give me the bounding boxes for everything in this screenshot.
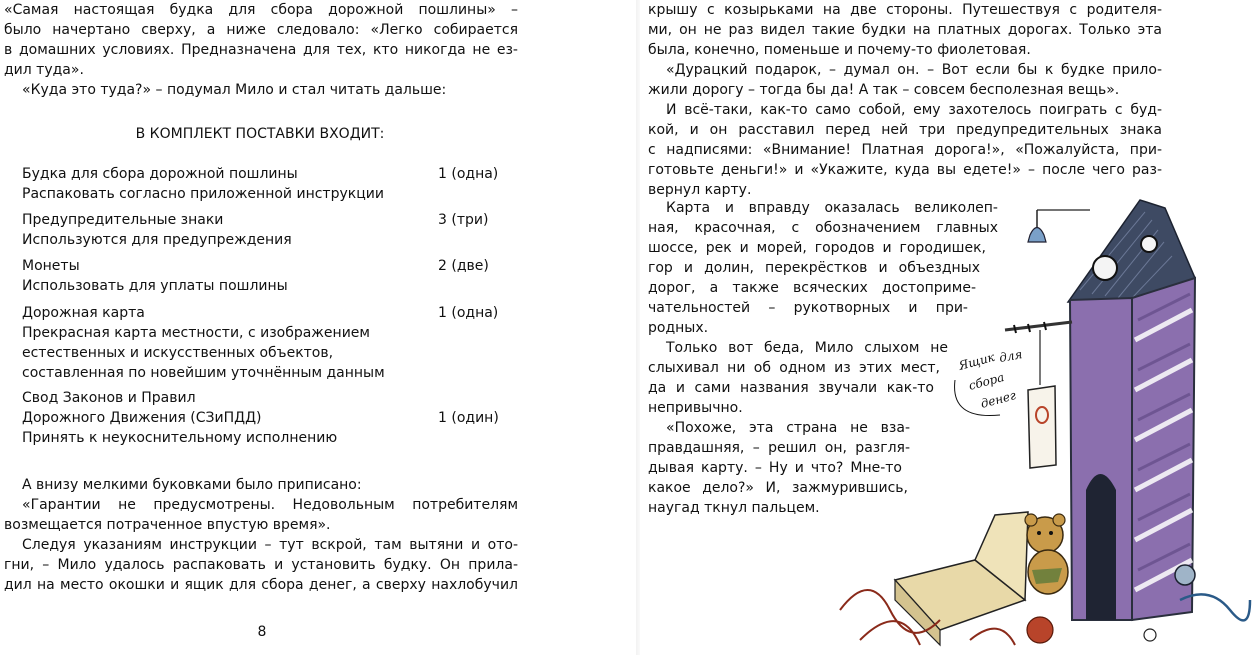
- text-line: да и сами названия звучали как-то: [648, 380, 934, 396]
- kit-item: [22, 303, 522, 383]
- small-toy: [1144, 629, 1156, 641]
- text-line: родных.: [648, 320, 709, 336]
- kit-item-name: Предупредительные знаки: [22, 212, 224, 228]
- text-line: непривычно.: [648, 400, 743, 416]
- text-line: дорог, а также всяческих достоприме-: [648, 280, 976, 296]
- text-line: чательностей – рукотворных и при-: [648, 300, 968, 316]
- text-line: возмещается потраченное впустую время».: [4, 517, 331, 533]
- roof-window-small: [1141, 236, 1157, 252]
- text-line: Только вот беда, Мило слыхом не: [666, 340, 948, 356]
- page-number: 8: [257, 624, 267, 640]
- milo-thought: «Куда это туда?» – подумал Мило и стал читать дальше:: [22, 82, 447, 98]
- kit-item: [22, 388, 522, 448]
- kit-item: [22, 256, 522, 296]
- text-line: вернул карту.: [648, 182, 752, 198]
- money-box: [1028, 386, 1056, 468]
- kit-item-note: Используются для предупреждения: [22, 232, 292, 248]
- kit-item: [22, 164, 522, 204]
- text-line: ми, он не раз видел такие будки на платных дорогах. Только эта: [648, 22, 1162, 38]
- text-line: дывая карту. – Ну и что? Мне-то: [648, 460, 902, 476]
- text-line: кой, и он расставил перед ней три предупредительных знака: [648, 122, 1162, 138]
- right-top-text: [648, 0, 1162, 200]
- toy-ball: [1175, 565, 1195, 585]
- text-line: гни, – Мило удалось распаковать и установить будку. Он прила-: [4, 557, 518, 573]
- text-line: дил на место окошки и ящик для сбора денег, а сверху нахлобучил: [4, 577, 518, 593]
- closing-paragraphs: [4, 475, 518, 595]
- yarn-ball: [1027, 617, 1053, 643]
- tollbooth-illustration: [800, 190, 1255, 655]
- teddy-bear-eye: [1037, 531, 1041, 535]
- text-line: крышу с козырьками на две стороны. Путешествуя с родителя-: [648, 2, 1162, 18]
- kit-item-qty: 2 (две): [438, 258, 489, 274]
- text-line: «Похоже, эта страна не вза-: [666, 420, 910, 436]
- kit-item: [22, 210, 522, 250]
- caption-word: для: [998, 347, 1024, 365]
- text-line: с надписями: «Внимание! Платная дорога!», «Пожалуйста, при-: [648, 142, 1162, 158]
- text-line: было начертано сверху, а ниже следовало: «Легко собирается: [4, 22, 518, 38]
- kit-heading: В КОМПЛЕКТ ПОСТАВКИ ВХОДИТ:: [135, 126, 385, 142]
- booth-doorway: [1086, 474, 1116, 620]
- text-line: была, конечно, поменьше и почему-то фиолетовая.: [648, 42, 1031, 58]
- kit-item-name: Монеты: [22, 258, 80, 274]
- text-line: шоссе, рек и морей, городов и городишек,: [648, 240, 986, 256]
- kit-item-name: Дорожная карта: [22, 305, 145, 321]
- text-line: «Самая настоящая будка для сбора дорожной пошлины» –: [4, 2, 518, 18]
- kit-item-name: Свод Законов и Правил: [22, 390, 196, 406]
- caption-word: денег: [979, 388, 1018, 411]
- kit-item-note: Распаковать согласно приложенной инструкции: [22, 186, 384, 202]
- footnote-intro: А внизу мелкими буковками было приписано:: [22, 477, 362, 493]
- intro-paragraph: [4, 0, 518, 100]
- kit-item-qty: 1 (одна): [438, 305, 499, 321]
- teddy-bear-ear: [1025, 514, 1037, 526]
- text-line: Следуя указаниям инструкции – тут вскрой, там вытяни и ото-: [22, 537, 518, 553]
- text-line: жили дорогу – тогда бы да! А так – совсем бесполезная вещь».: [648, 82, 1120, 98]
- kit-item-qty: 1 (одна): [438, 166, 499, 182]
- text-line: правдашняя, – решил он, разгля-: [648, 440, 910, 456]
- teddy-bear-eye: [1049, 531, 1053, 535]
- text-line: «Дурацкий подарок, – думал он. – Вот если бы к будке прило-: [666, 62, 1162, 78]
- kit-item-qty: 1 (один): [438, 410, 499, 426]
- kit-item-note: естественных и искусственных объектов,: [22, 345, 334, 361]
- kit-item-name: Будка для сбора дорожной пошлины: [22, 166, 298, 182]
- kit-item-note: Прекрасная карта местности, с изображением: [22, 325, 370, 341]
- text-line: готовьте деньги!» и «Укажите, куда вы едете!» – после чего раз-: [648, 162, 1162, 178]
- teddy-bear-scarf: [1032, 568, 1062, 584]
- text-line: наугад ткнул пальцем.: [648, 500, 820, 516]
- caption-word: Ящик: [957, 349, 997, 373]
- text-line: «Гарантии не предусмотрены. Недовольным потребителям: [22, 497, 518, 513]
- money-box-caption: [956, 347, 1023, 411]
- text-line: ная, красочная, с обозначением главных: [648, 220, 998, 236]
- text-line: в домашних условиях. Предназначена для тех, кто никогда не ез-: [4, 42, 518, 58]
- kit-item-note: Использовать для уплаты пошлины: [22, 278, 288, 294]
- teddy-bear-ear: [1053, 514, 1065, 526]
- text-line: Карта и вправду оказалась великолеп-: [666, 200, 998, 216]
- roof-window-round: [1093, 256, 1117, 280]
- kit-item-name-cont: Дорожного Движения (СЗиПДД): [22, 410, 262, 426]
- bell-icon: [1028, 228, 1046, 243]
- text-line: дил туда».: [4, 62, 84, 78]
- text-line: гор и долин, перекрёстков и объездных: [648, 260, 980, 276]
- kit-item-qty: 3 (три): [438, 212, 489, 228]
- kit-item-note: Принять к неукоснительному исполнению: [22, 430, 338, 446]
- text-line: слыхивал ни об одном из этих мест,: [648, 360, 940, 376]
- kit-item-note: составленная по новейшим уточнённым данным: [22, 365, 385, 381]
- text-line: какое дело?» И, зажмурившись,: [648, 480, 908, 496]
- caption-word: сбора: [967, 370, 1006, 393]
- text-line: И всё-таки, как-то само собой, ему захотелось поиграть с буд-: [666, 102, 1162, 118]
